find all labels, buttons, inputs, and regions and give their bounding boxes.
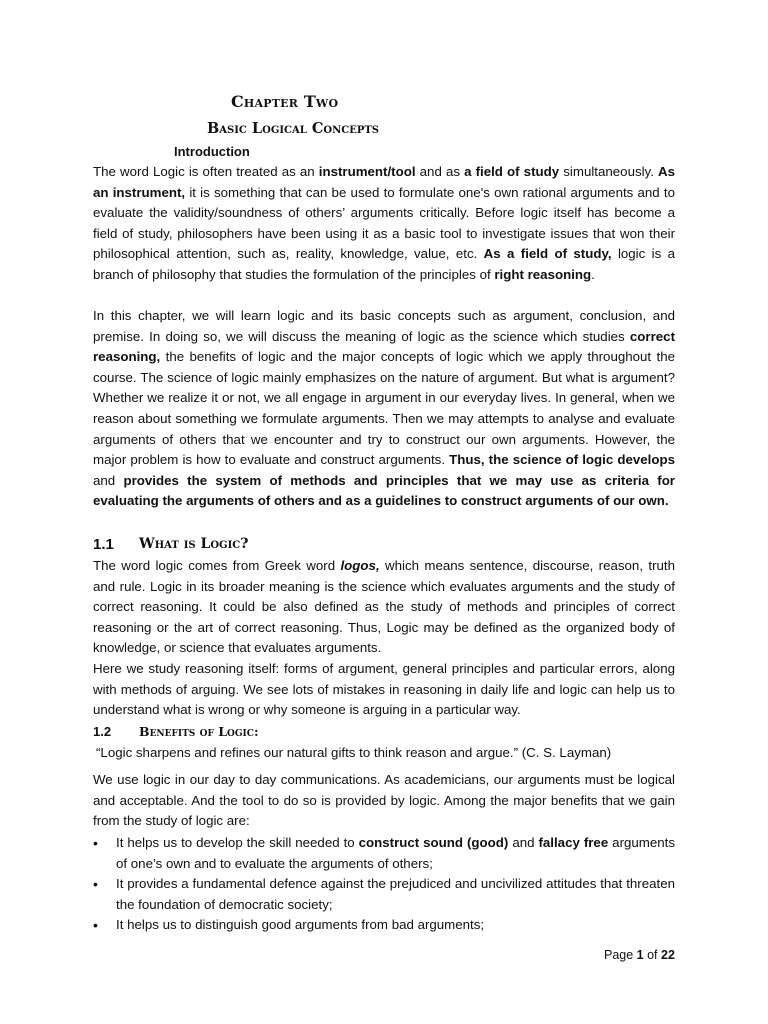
text-run: and bbox=[508, 835, 539, 850]
page-number-footer: Page 1 of 22 bbox=[604, 948, 675, 962]
text-run: We use logic in our day to day communications. As academicians, our arguments must be logical and acceptable. And the tool to do so is provided by logic. Among the major benefits that we gain from the study of logic are: bbox=[93, 772, 675, 829]
text-run: The word logic comes from Greek word bbox=[93, 558, 341, 573]
text-run: and bbox=[93, 472, 124, 488]
reasoning-paragraph bbox=[93, 659, 675, 721]
text-run: It helps us to develop the skill needed to bbox=[116, 835, 359, 850]
bold-text: instrument/tool bbox=[318, 164, 416, 179]
bold-text: construct sound (good) bbox=[358, 835, 509, 850]
text-run: Here we study reasoning itself: forms of argument, general principles and particular errors, along with methods of arguing. We see lots of mistakes in reasoning in daily life and logic can help us to understand what is wrong or why someone is arguing in a particular way. bbox=[93, 661, 675, 718]
bold-text: correct reasoning, bbox=[93, 328, 675, 365]
text-run: the benefits of logic and the major concepts of logic which we apply throughout the course. The science of logic mainly emphasizes on the nature of argument. But what is argument? Whether we realize it or not, we all engage in argument in our everyday lives. In general, when we reason about something we formulate arguments. Then we may attempts to analyse and evaluate arguments of others that we encounter and try to construct our own arguments. However, the major problem is how to evaluate and construct arguments. bbox=[93, 349, 675, 468]
text-run: which means sentence, discourse, reason, truth and rule. Logic in its broader meaning is the science which evaluates arguments and the study of correct reasoning. It could be also defined as the study of methods and principles of correct reasoning or the art of correct reasoning. Thus, Logic may be defined as the organized body of knowledge, or science that evaluates arguments. bbox=[93, 558, 676, 656]
chapter-subtitle: Basic Logical Concepts bbox=[207, 120, 379, 137]
text-run: It helps us to distinguish good arguments from bad arguments; bbox=[116, 917, 485, 933]
section-heading-1-1 bbox=[93, 536, 675, 553]
text-run: The word Logic is often treated as an bbox=[93, 164, 319, 179]
benefits-intro-paragraph bbox=[93, 770, 675, 832]
text-run: it is something that can be used to formulate one's own rational arguments and to evaluate the validity/soundness of others’ arguments critically. Before logic itself has become a field of study, philosophers have been using it as a basic tool to investigate issues that won their philosophical attention, such as, reality, knowledge, value, etc. bbox=[93, 184, 675, 262]
bold-text: logos, bbox=[340, 558, 380, 573]
benefits-list bbox=[93, 833, 675, 936]
section-number: 1.2 bbox=[93, 724, 112, 739]
bold-text: As a field of study, bbox=[483, 246, 612, 262]
text-run: It provides a fundamental defence against the prejudiced and uncivilized attitudes that threaten the foundation of democratic society; bbox=[116, 876, 675, 912]
total-pages: 22 bbox=[661, 948, 675, 962]
intro-paragraph-2 bbox=[93, 306, 675, 512]
list-item bbox=[93, 915, 675, 936]
bold-text: provides the system of methods and principles that we may use as criteria for evaluating the arguments of others and as a guidelines to construct arguments of our own. bbox=[93, 472, 675, 509]
introduction-label: Introduction bbox=[174, 144, 250, 159]
section-number: 1.1 bbox=[93, 536, 114, 553]
logic-definition-paragraph bbox=[93, 556, 675, 659]
bold-text: As an instrument, bbox=[93, 164, 676, 200]
current-page: 1 bbox=[636, 948, 644, 962]
section-title: Benefits of Logic: bbox=[139, 724, 259, 739]
bold-text: right reasoning bbox=[494, 266, 592, 282]
chapter-title: Chapter Two bbox=[231, 92, 339, 111]
bullet-icon: • bbox=[93, 835, 98, 851]
layman-quote: “Logic sharpens and refines our natural gifts to think reason and argue.” (C. S. Layman) bbox=[96, 745, 612, 760]
text-run: simultaneously. bbox=[559, 164, 659, 179]
intro-paragraph-1 bbox=[93, 162, 675, 286]
text-run: . bbox=[591, 266, 595, 282]
text-run: In this chapter, we will learn logic and its basic concepts such as argument, conclusion, and premise. In doing so, we will discuss the meaning of logic as the science which studies bbox=[93, 308, 675, 344]
text-run: arguments of one’s own and to evaluate the arguments of others; bbox=[116, 835, 675, 871]
section-heading-1-2 bbox=[93, 724, 675, 739]
list-item bbox=[93, 833, 675, 874]
text-run: logic is a branch of philosophy that studies the formulation of the principles of bbox=[93, 246, 676, 282]
bold-text: fallacy free bbox=[538, 835, 609, 850]
list-item bbox=[93, 874, 675, 915]
bold-text: a field of study bbox=[464, 164, 560, 179]
bold-text: Thus, the science of logic develops bbox=[449, 452, 675, 468]
section-title: What is Logic? bbox=[139, 536, 249, 552]
bullet-icon: • bbox=[93, 917, 98, 934]
bullet-icon: • bbox=[93, 876, 98, 893]
text-run: and as bbox=[415, 164, 465, 179]
